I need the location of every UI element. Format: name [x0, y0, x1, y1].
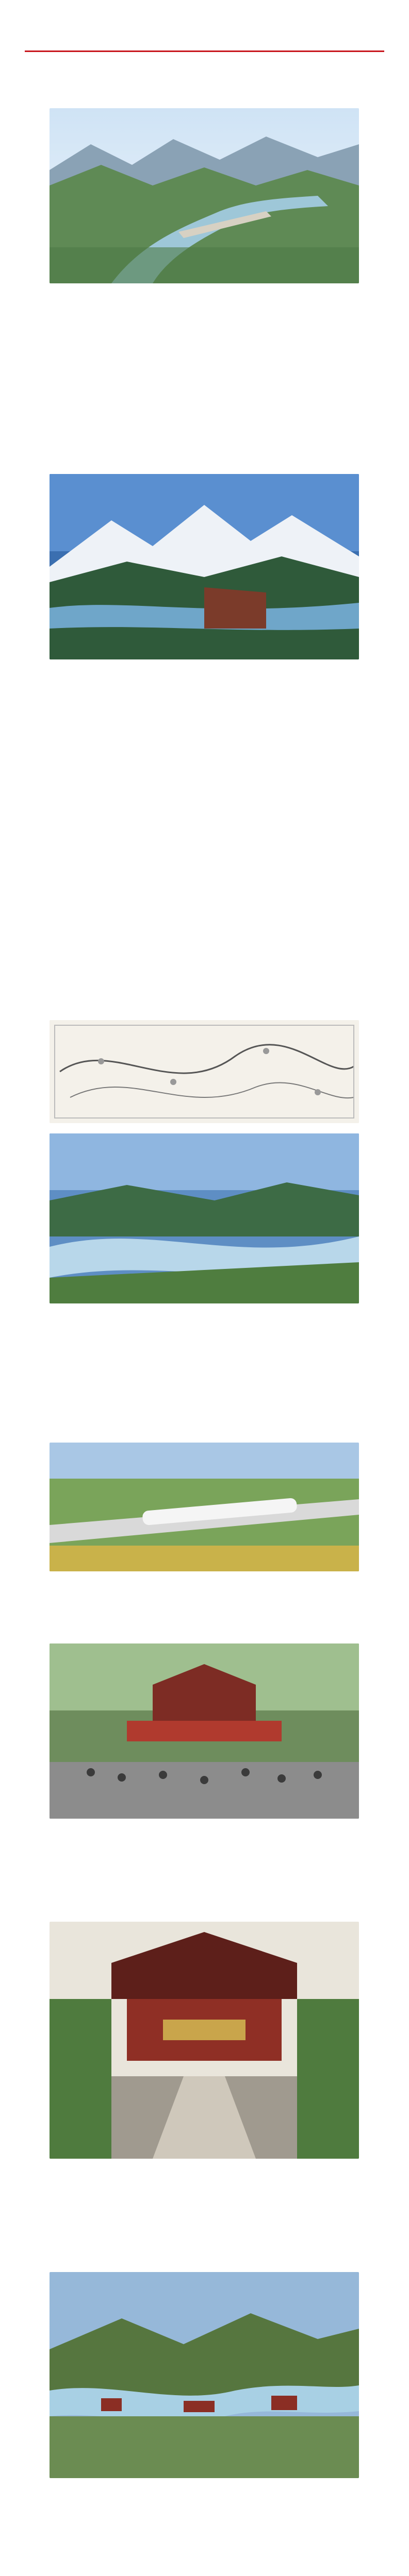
image-high-speed-rail	[50, 1443, 359, 1571]
divider	[25, 50, 384, 52]
image-fulong-temple	[50, 1922, 359, 2159]
image-minjiang-river	[50, 1133, 359, 1303]
header	[0, 0, 409, 62]
image-historic-map	[50, 1020, 359, 1123]
image-dujiangyan-aerial	[50, 108, 359, 283]
image-erwang-temple-crowd	[50, 1643, 359, 1819]
image-scenic-area	[50, 2272, 359, 2478]
image-snow-mountain	[50, 474, 359, 659]
